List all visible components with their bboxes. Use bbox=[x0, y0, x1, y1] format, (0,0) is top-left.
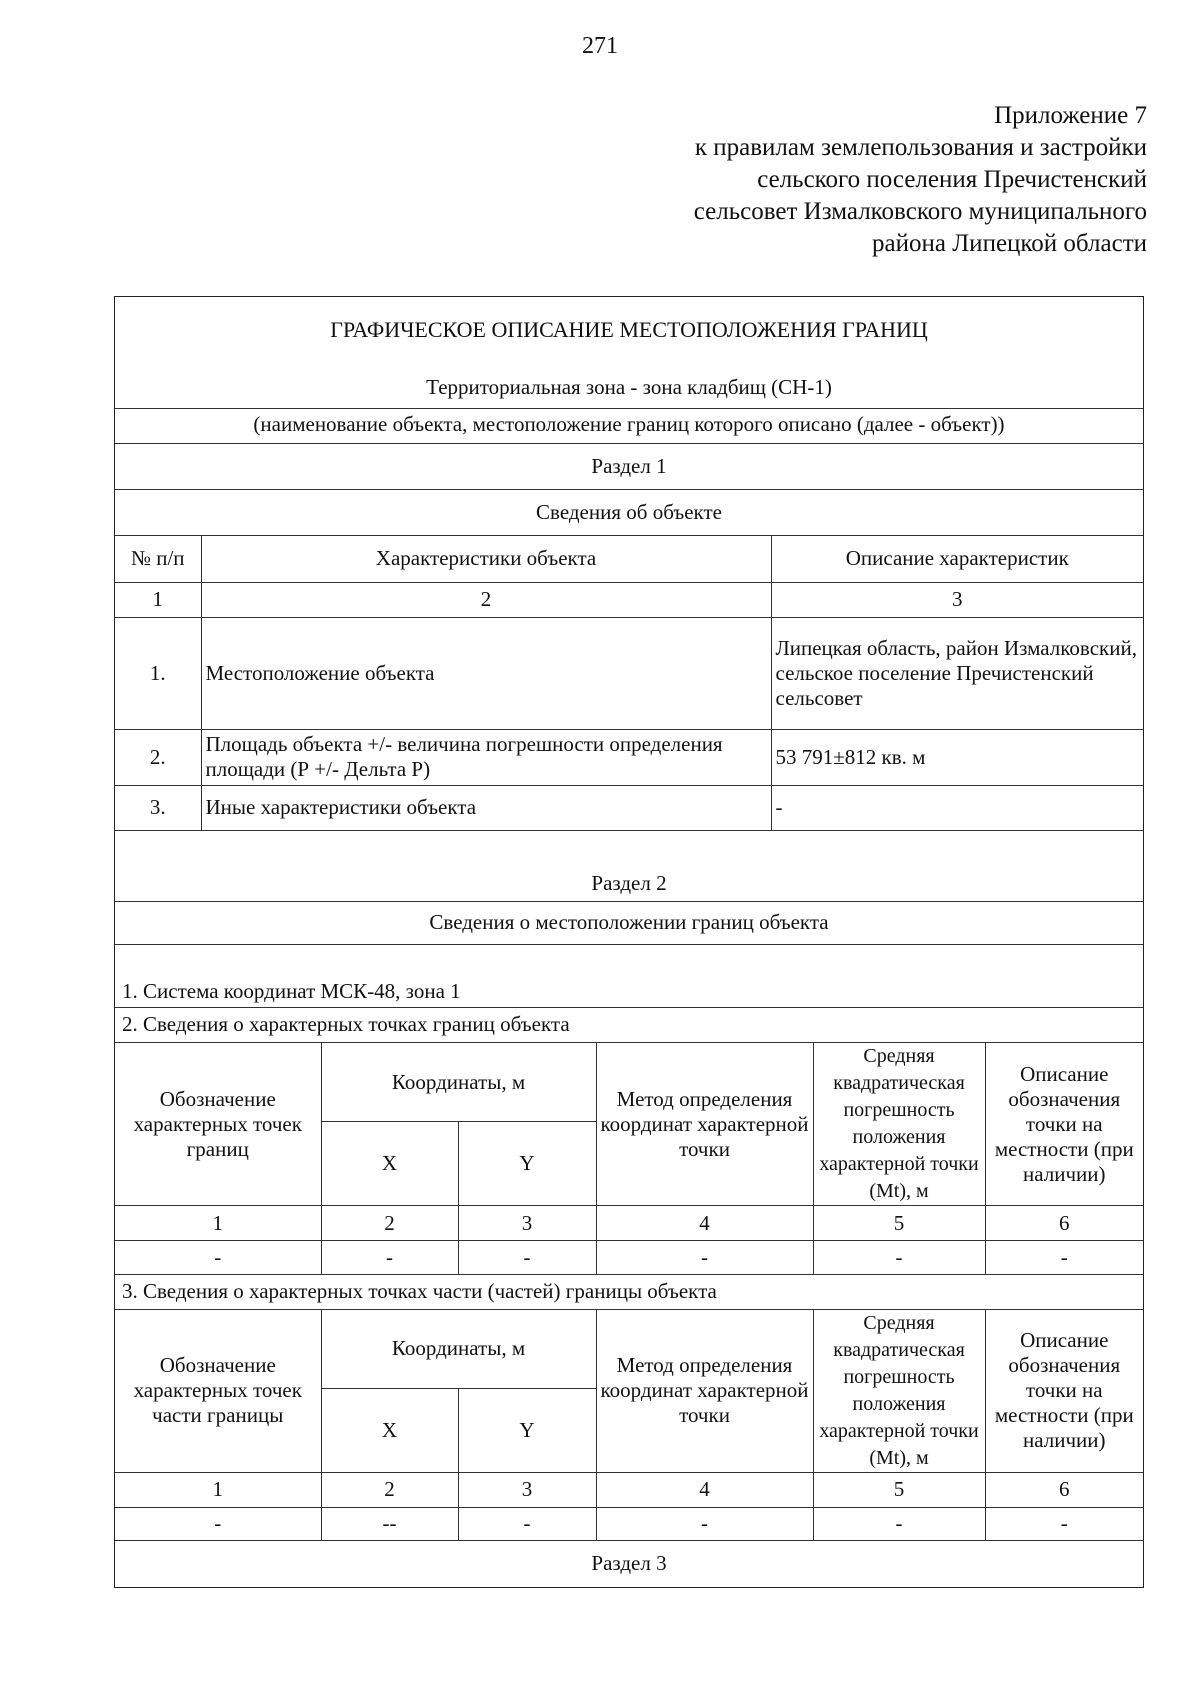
column-number: 2 bbox=[321, 1206, 458, 1241]
column-numbers-row bbox=[115, 1206, 1143, 1241]
section-1-heading: Раздел 1 bbox=[115, 443, 1143, 489]
header-line: к правилам землепользования и застройки bbox=[694, 134, 1147, 161]
table-cell: - bbox=[596, 1241, 813, 1274]
section-2-title: Сведения о местоположении границ объекта bbox=[115, 901, 1143, 944]
characteristic-value: Липецкая область, район Измалковский, сельское поселение Пречистенский сельсовет bbox=[771, 617, 1143, 729]
table-header-row bbox=[115, 1310, 1143, 1389]
col-header-method: Метод определения координат характерной точки bbox=[596, 1310, 813, 1473]
header-line: сельского поселения Пречистенский bbox=[757, 166, 1147, 193]
zone-name: Территориальная зона - зона кладбищ (СН-1) bbox=[426, 375, 832, 399]
table-cell: -- bbox=[321, 1507, 458, 1540]
column-number: 6 bbox=[985, 1472, 1143, 1507]
document-title: ГРАФИЧЕСКОЕ ОПИСАНИЕ МЕСТОПОЛОЖЕНИЯ ГРАНИЦ bbox=[330, 317, 928, 342]
column-number: 2 bbox=[321, 1472, 458, 1507]
section-3-heading: Раздел 3 bbox=[115, 1540, 1143, 1587]
table-cell: - bbox=[458, 1507, 596, 1540]
table-cell: - bbox=[115, 1241, 321, 1274]
boundary-points-table bbox=[115, 1043, 1143, 1274]
boundary-points-title: 2. Сведения о характерных точках границ объекта bbox=[115, 1007, 1143, 1042]
title-block bbox=[115, 297, 1143, 408]
col-header-description: Описание характеристик bbox=[771, 536, 1143, 582]
row-number: 1. bbox=[115, 617, 201, 729]
col-header-coordinates: Координаты, м bbox=[321, 1310, 596, 1389]
table-header-row bbox=[115, 1043, 1143, 1122]
col-header-y: Y bbox=[458, 1388, 596, 1472]
page-number: 271 bbox=[582, 33, 618, 59]
col-header-x: X bbox=[321, 1388, 458, 1472]
characteristic: Иные характеристики объекта bbox=[201, 785, 771, 830]
characteristic-value: - bbox=[771, 785, 1143, 830]
column-number: 1 bbox=[115, 1472, 321, 1507]
column-number: 4 bbox=[596, 1472, 813, 1507]
column-number: 2 bbox=[201, 582, 771, 617]
col-header-point-name: Обозначение характерных точек границ bbox=[115, 1043, 321, 1206]
object-caption: (наименование объекта, местоположение границ которого описано (далее - объект)) bbox=[115, 408, 1143, 443]
part-points-table-wrap bbox=[115, 1309, 1143, 1541]
column-number: 1 bbox=[115, 1206, 321, 1241]
table-row bbox=[115, 729, 1143, 785]
col-header-point-description: Описание обозначения точки на местности (при наличии) bbox=[985, 1310, 1143, 1473]
table-row bbox=[115, 785, 1143, 830]
col-header-x: X bbox=[321, 1122, 458, 1206]
boundary-points-table-wrap bbox=[115, 1042, 1143, 1274]
column-numbers-row bbox=[115, 1472, 1143, 1507]
table-cell: - bbox=[321, 1241, 458, 1274]
header-line: Приложение 7 bbox=[994, 102, 1147, 129]
col-header-error: Средняя квадратическая погрешность положения характерной точки (Mt), м bbox=[813, 1043, 985, 1206]
column-number: 5 bbox=[813, 1472, 985, 1507]
col-header-error: Средняя квадратическая погрешность положения характерной точки (Mt), м bbox=[813, 1310, 985, 1473]
table-cell: - bbox=[115, 1507, 321, 1540]
characteristic: Площадь объекта +/- величина погрешности определения площади (Р +/- Дельта Р) bbox=[201, 729, 771, 785]
col-header-coordinates: Координаты, м bbox=[321, 1043, 596, 1122]
header-line: сельсовет Измалковского муниципального bbox=[693, 198, 1147, 225]
column-number: 5 bbox=[813, 1206, 985, 1241]
table-row bbox=[115, 1507, 1143, 1540]
table-row bbox=[115, 1241, 1143, 1274]
table-header-row bbox=[115, 536, 1143, 582]
table-cell: - bbox=[596, 1507, 813, 1540]
column-number: 3 bbox=[458, 1206, 596, 1241]
row-number: 2. bbox=[115, 729, 201, 785]
part-points-title: 3. Сведения о характерных точках части (частей) границы объекта bbox=[115, 1274, 1143, 1309]
column-number: 1 bbox=[115, 582, 201, 617]
col-header-characteristics: Характеристики объекта bbox=[201, 536, 771, 582]
col-header-point-description: Описание обозначения точки на местности (при наличии) bbox=[985, 1043, 1143, 1206]
object-info-table-wrap bbox=[115, 535, 1143, 830]
appendix-header bbox=[694, 100, 1147, 260]
column-numbers-row bbox=[115, 582, 1143, 617]
characteristic: Местоположение объекта bbox=[201, 617, 771, 729]
section-2-heading: Раздел 2 bbox=[115, 830, 1143, 901]
table-cell: - bbox=[985, 1241, 1143, 1274]
col-header-number: № п/п bbox=[115, 536, 201, 582]
table-cell: - bbox=[985, 1507, 1143, 1540]
column-number: 6 bbox=[985, 1206, 1143, 1241]
table-row bbox=[115, 617, 1143, 729]
col-header-y: Y bbox=[458, 1122, 596, 1206]
col-header-point-name: Обозначение характерных точек части границы bbox=[115, 1310, 321, 1473]
column-number: 4 bbox=[596, 1206, 813, 1241]
part-points-table bbox=[115, 1310, 1143, 1541]
header-line: района Липецкой области bbox=[872, 230, 1147, 257]
column-number: 3 bbox=[458, 1472, 596, 1507]
document-frame bbox=[114, 296, 1144, 1588]
row-number: 3. bbox=[115, 785, 201, 830]
coordinate-system: 1. Система координат МСК-48, зона 1 bbox=[115, 944, 1143, 1007]
column-number: 3 bbox=[771, 582, 1143, 617]
table-cell: - bbox=[813, 1241, 985, 1274]
section-1-title: Сведения об объекте bbox=[115, 489, 1143, 535]
col-header-method: Метод определения координат характерной точки bbox=[596, 1043, 813, 1206]
object-info-table bbox=[115, 536, 1143, 830]
table-cell: - bbox=[458, 1241, 596, 1274]
table-cell: - bbox=[813, 1507, 985, 1540]
characteristic-value: 53 791±812 кв. м bbox=[771, 729, 1143, 785]
